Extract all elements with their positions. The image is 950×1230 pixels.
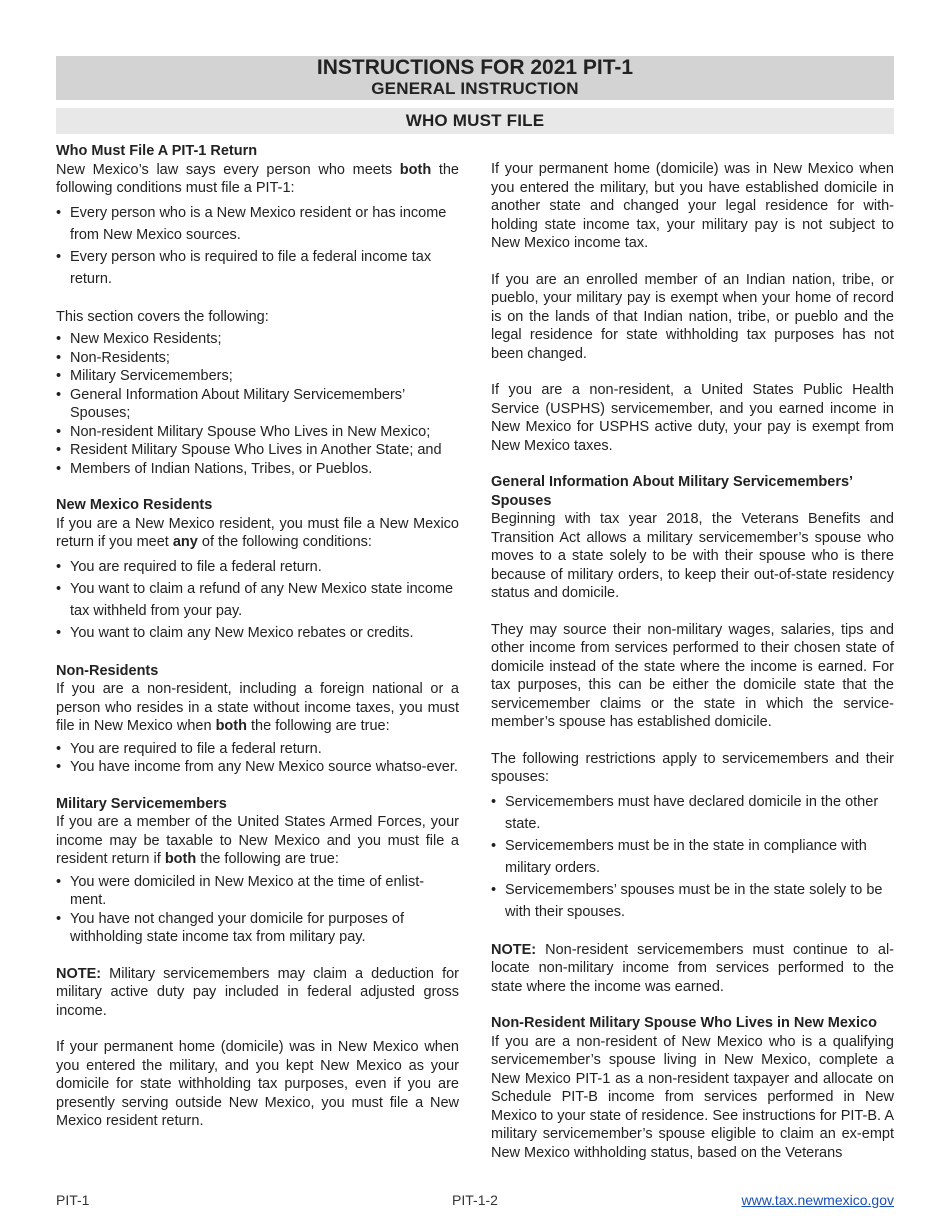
heading-military: Military Servicemembers	[56, 795, 227, 812]
heading-nm-residents: New Mexico Residents	[56, 497, 213, 513]
paragraph: The following restrictions apply to servicemembers and their spouses:	[491, 750, 894, 785]
bullet-list	[491, 791, 894, 923]
list-item: • Every person who is required to file a federal income tax return.	[56, 246, 459, 290]
document-title: INSTRUCTIONS FOR 2021 PIT-1	[316, 56, 634, 79]
heading-non-resident-spouse: Non-Resident Military Spouse Who Lives in New Mexico	[491, 1015, 877, 1031]
paragraph: If your permanent home (domicile) was in New Mexico when you entered the military, and you kept New Mexico as your domicile for state withholding tax purposes, even if you are presently serving outside New Mexico, you must file a New Mexico resident return.	[56, 1039, 459, 1129]
paragraph: If your permanent home (domicile) was in New Mexico when you entered the military, but you have established domicile in another state and changed your legal residence for with-holding state income tax, your military pay is not subject to New Mexico income tax.	[491, 161, 894, 251]
footer-page-number: PIT-1-2	[452, 1192, 498, 1208]
bullet-list	[56, 330, 459, 478]
section-title: WHO MUST FILE	[56, 108, 894, 134]
list-item: • Servicemembers must have declared domicile in the other state.	[491, 791, 894, 835]
list-item: • You have income from any New Mexico source whatso-ever.	[56, 758, 459, 777]
list-item: • You want to claim a refund of any New Mexico state income tax withheld from your pay.	[56, 578, 459, 622]
footer-website-link[interactable]: www.tax.newmexico.gov	[741, 1192, 894, 1208]
bullet-list	[56, 556, 459, 644]
list-item: • Members of Indian Nations, Tribes, or Pueblos.	[56, 460, 459, 479]
bullet-list	[56, 873, 459, 947]
paragraph: If you are an enrolled member of an Indian nation, tribe, or pueblo, your military pay is exempt when your home of record is on the lands of that Indian nation, tribe, or pueblo and the legal residence for state withholding tax purposes has not been changed.	[491, 271, 894, 362]
paragraph: They may source their non-military wages, salaries, tips and other income from services performed to their chosen state of domicile instead of the state where the income is earned. For tax purposes, this can be either the domicile state that the servicemember claims or the state in which the service-member’s spouse has established domicile.	[491, 621, 894, 730]
list-item: • New Mexico Residents;	[56, 330, 459, 349]
paragraph: If you are a non-resident of New Mexico who is a qualifying servicemember’s spouse living in New Mexico, complete a New Mexico PIT-1 as a non-resident taxpayer and allocate on Schedule PIT-B income from services performed in New Mexico to your state of residence. See instructions for PIT-B. A military servicemember’s spouse eligible to claim an ex-empt New Mexico withholding status, based on the Veterans	[491, 1033, 894, 1161]
list-item: • You are required to file a federal return.	[56, 740, 459, 759]
paragraph: If you are a non-resident, a United States Public Health Service (USPHS) servicemember, and you earned income in New Mexico for USPHS active duty, your pay is exempt from New Mexico taxes.	[491, 382, 894, 454]
list-item: • You were domiciled in New Mexico at the time of enlist-ment.	[56, 873, 459, 910]
left-column	[56, 142, 459, 1131]
heading-non-residents: Non-Residents	[56, 662, 159, 679]
paragraph: If you are a New Mexico resident, you must file a New Mexico return if you meet any of the following conditions:	[56, 515, 459, 550]
document-header	[56, 56, 894, 100]
note-paragraph: NOTE: Non-resident servicemembers must continue to al-locate non-military income from services performed to the state where the income was earned.	[491, 941, 894, 995]
list-item: • Non-Residents;	[56, 349, 459, 368]
paragraph: If you are a non-resident, including a foreign national or a person who resides in a state without income taxes, you must file in New Mexico when both the following are true:	[56, 681, 459, 734]
list-item: • Resident Military Spouse Who Lives in Another State; and	[56, 441, 459, 460]
document-subtitle: GENERAL INSTRUCTION	[371, 79, 579, 98]
list-item: • Every person who is a New Mexico resident or has income from New Mexico sources.	[56, 202, 459, 246]
list-item: • Military Servicemembers;	[56, 367, 459, 386]
list-item: • You have not changed your domicile for purposes of withholding state income tax from military pay.	[56, 910, 459, 947]
list-item: • Servicemembers’ spouses must be in the state solely to be with their spouses.	[491, 879, 894, 923]
bullet-list	[56, 202, 459, 290]
list-item: • You are required to file a federal return.	[56, 556, 459, 578]
paragraph: This section covers the following:	[56, 308, 269, 325]
list-item: • Servicemembers must be in the state in compliance with military orders.	[491, 835, 894, 879]
list-item: • General Information About Military Servicemembers’ Spouses;	[56, 386, 459, 423]
list-item: • Non-resident Military Spouse Who Lives in New Mexico;	[56, 423, 459, 442]
heading-who-must-file: Who Must File A PIT-1 Return	[56, 143, 258, 159]
paragraph: If you are a member of the United States Armed Forces, your income may be taxable to New Mexico and you must file a resident return if both the following are true:	[56, 814, 459, 867]
bullet-list	[56, 740, 459, 777]
right-column	[491, 160, 894, 1162]
paragraph: New Mexico’s law says every person who meets both the following conditions must file a PIT-1:	[56, 161, 459, 196]
list-item: • You want to claim any New Mexico rebates or credits.	[56, 622, 459, 644]
footer-form-id: PIT-1	[56, 1192, 90, 1208]
paragraph: Beginning with tax year 2018, the Veterans Benefits and Transition Act allows a military servicemember’s spouse who moves to a state solely to be with their spouse who is there because of military orders, to keep their out-of-state residency status and domicile.	[491, 511, 894, 601]
note-paragraph: NOTE: Military servicemembers may claim a deduction for military active duty pay included in federal adjusted gross income.	[56, 965, 459, 1019]
heading-military-spouses: General Information About Military Servicemembers’ Spouses	[491, 474, 853, 509]
